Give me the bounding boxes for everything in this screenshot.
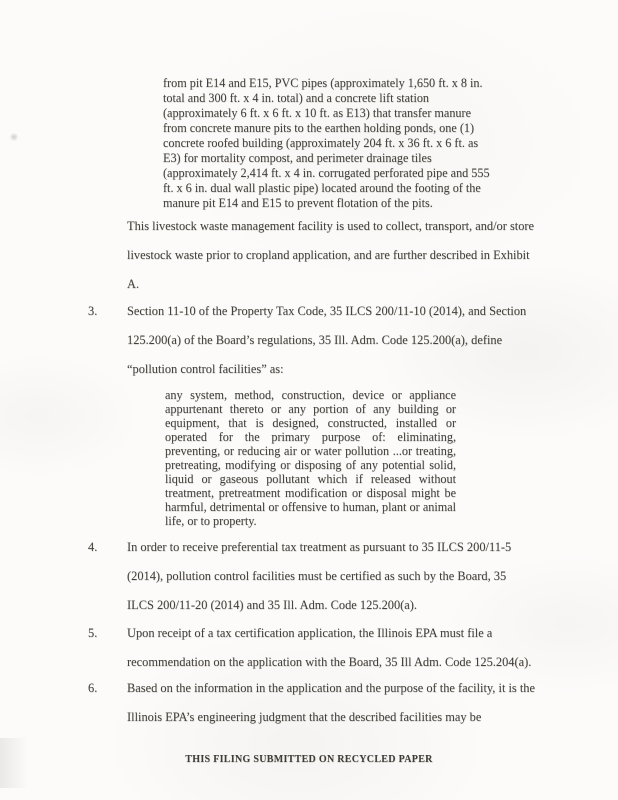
paragraph-number-3: 3. bbox=[88, 304, 98, 318]
numbered-paragraph-5 bbox=[88, 619, 568, 677]
blockquote-facility-description: from pit E14 and E15, PVC pipes (approximately 1,650 ft. x 8 in. total and 300 ft. x 4 in. total) and a concrete lift station (approximately 6 ft. x 6 ft. x 10 ft. as E13) that transfer manure from concrete manure pits to the earthen holding ponds, one (1) concrete roofed building (approximately 204 ft. x 36 ft. x 6 ft. as E3) for mortality compost, and perimeter drainage tiles (approximately 2,414 ft. x 4 in. corrugated perforated pipe and 555 ft. x 6 in. dual wall plastic pipe) located around the footing of the manure pit E14 and E15 to prevent flotation of the pits. bbox=[163, 76, 490, 210]
numbered-paragraph-6 bbox=[88, 674, 568, 732]
paragraph-3-text: Section 11-10 of the Property Tax Code, 35 ILCS 200/11-10 (2014), and Section 125.200(a) of the Board’s regulations, 35 Ill. Adm. Code 125.200(a), define “pollution control facilities” as: bbox=[127, 304, 527, 376]
scan-artifact-speck bbox=[9, 133, 19, 141]
numbered-paragraph-4 bbox=[88, 533, 568, 620]
paragraph-5-text: Upon receipt of a tax certification application, the Illinois EPA must file a recommendation on the application with the Board, 35 Ill Adm. Code 125.204(a). bbox=[127, 626, 532, 669]
paragraph-4-text: In order to receive preferential tax treatment as pursuant to 35 ILCS 200/11-5 (2014), pollution control facilities must be certified as such by the Board, 35 ILCS 200/11-20 (2014) and 35 Ill. Adm. Code 125.200(a). bbox=[127, 540, 512, 612]
paragraph-number-6: 6. bbox=[88, 681, 98, 695]
numbered-paragraph-3 bbox=[88, 297, 568, 384]
paragraph-6-text: Based on the information in the application and the purpose of the facility, it is the Illinois EPA’s engineering judgment that the described facilities may be bbox=[127, 681, 535, 724]
paragraph-livestock-waste: This livestock waste management facility is used to collect, transport, and/or store livestock waste prior to cropland application, and are further described in Exhibit A. bbox=[127, 219, 535, 291]
paragraph-number-5: 5. bbox=[88, 626, 98, 640]
recycled-paper-notice: THIS FILING SUBMITTED ON RECYCLED PAPER bbox=[185, 754, 433, 765]
blockquote-pollution-control-definition: any system, method, construction, device or appliance appurtenant thereto or any portion of any building or equipment, that is designed, constructed, installed or operated for the primary purpose of: eliminating, preventing, or reducing air or water pollution ...or treating, pretreating, modifying or disposing of any potential solid, liquid or gaseous pollutant which if released without treatment, pretreatment modification or disposal might be harmful, detrimental or offensive to human, plant or animal life, or to property. bbox=[165, 388, 456, 528]
paragraph-number-4: 4. bbox=[88, 540, 98, 554]
